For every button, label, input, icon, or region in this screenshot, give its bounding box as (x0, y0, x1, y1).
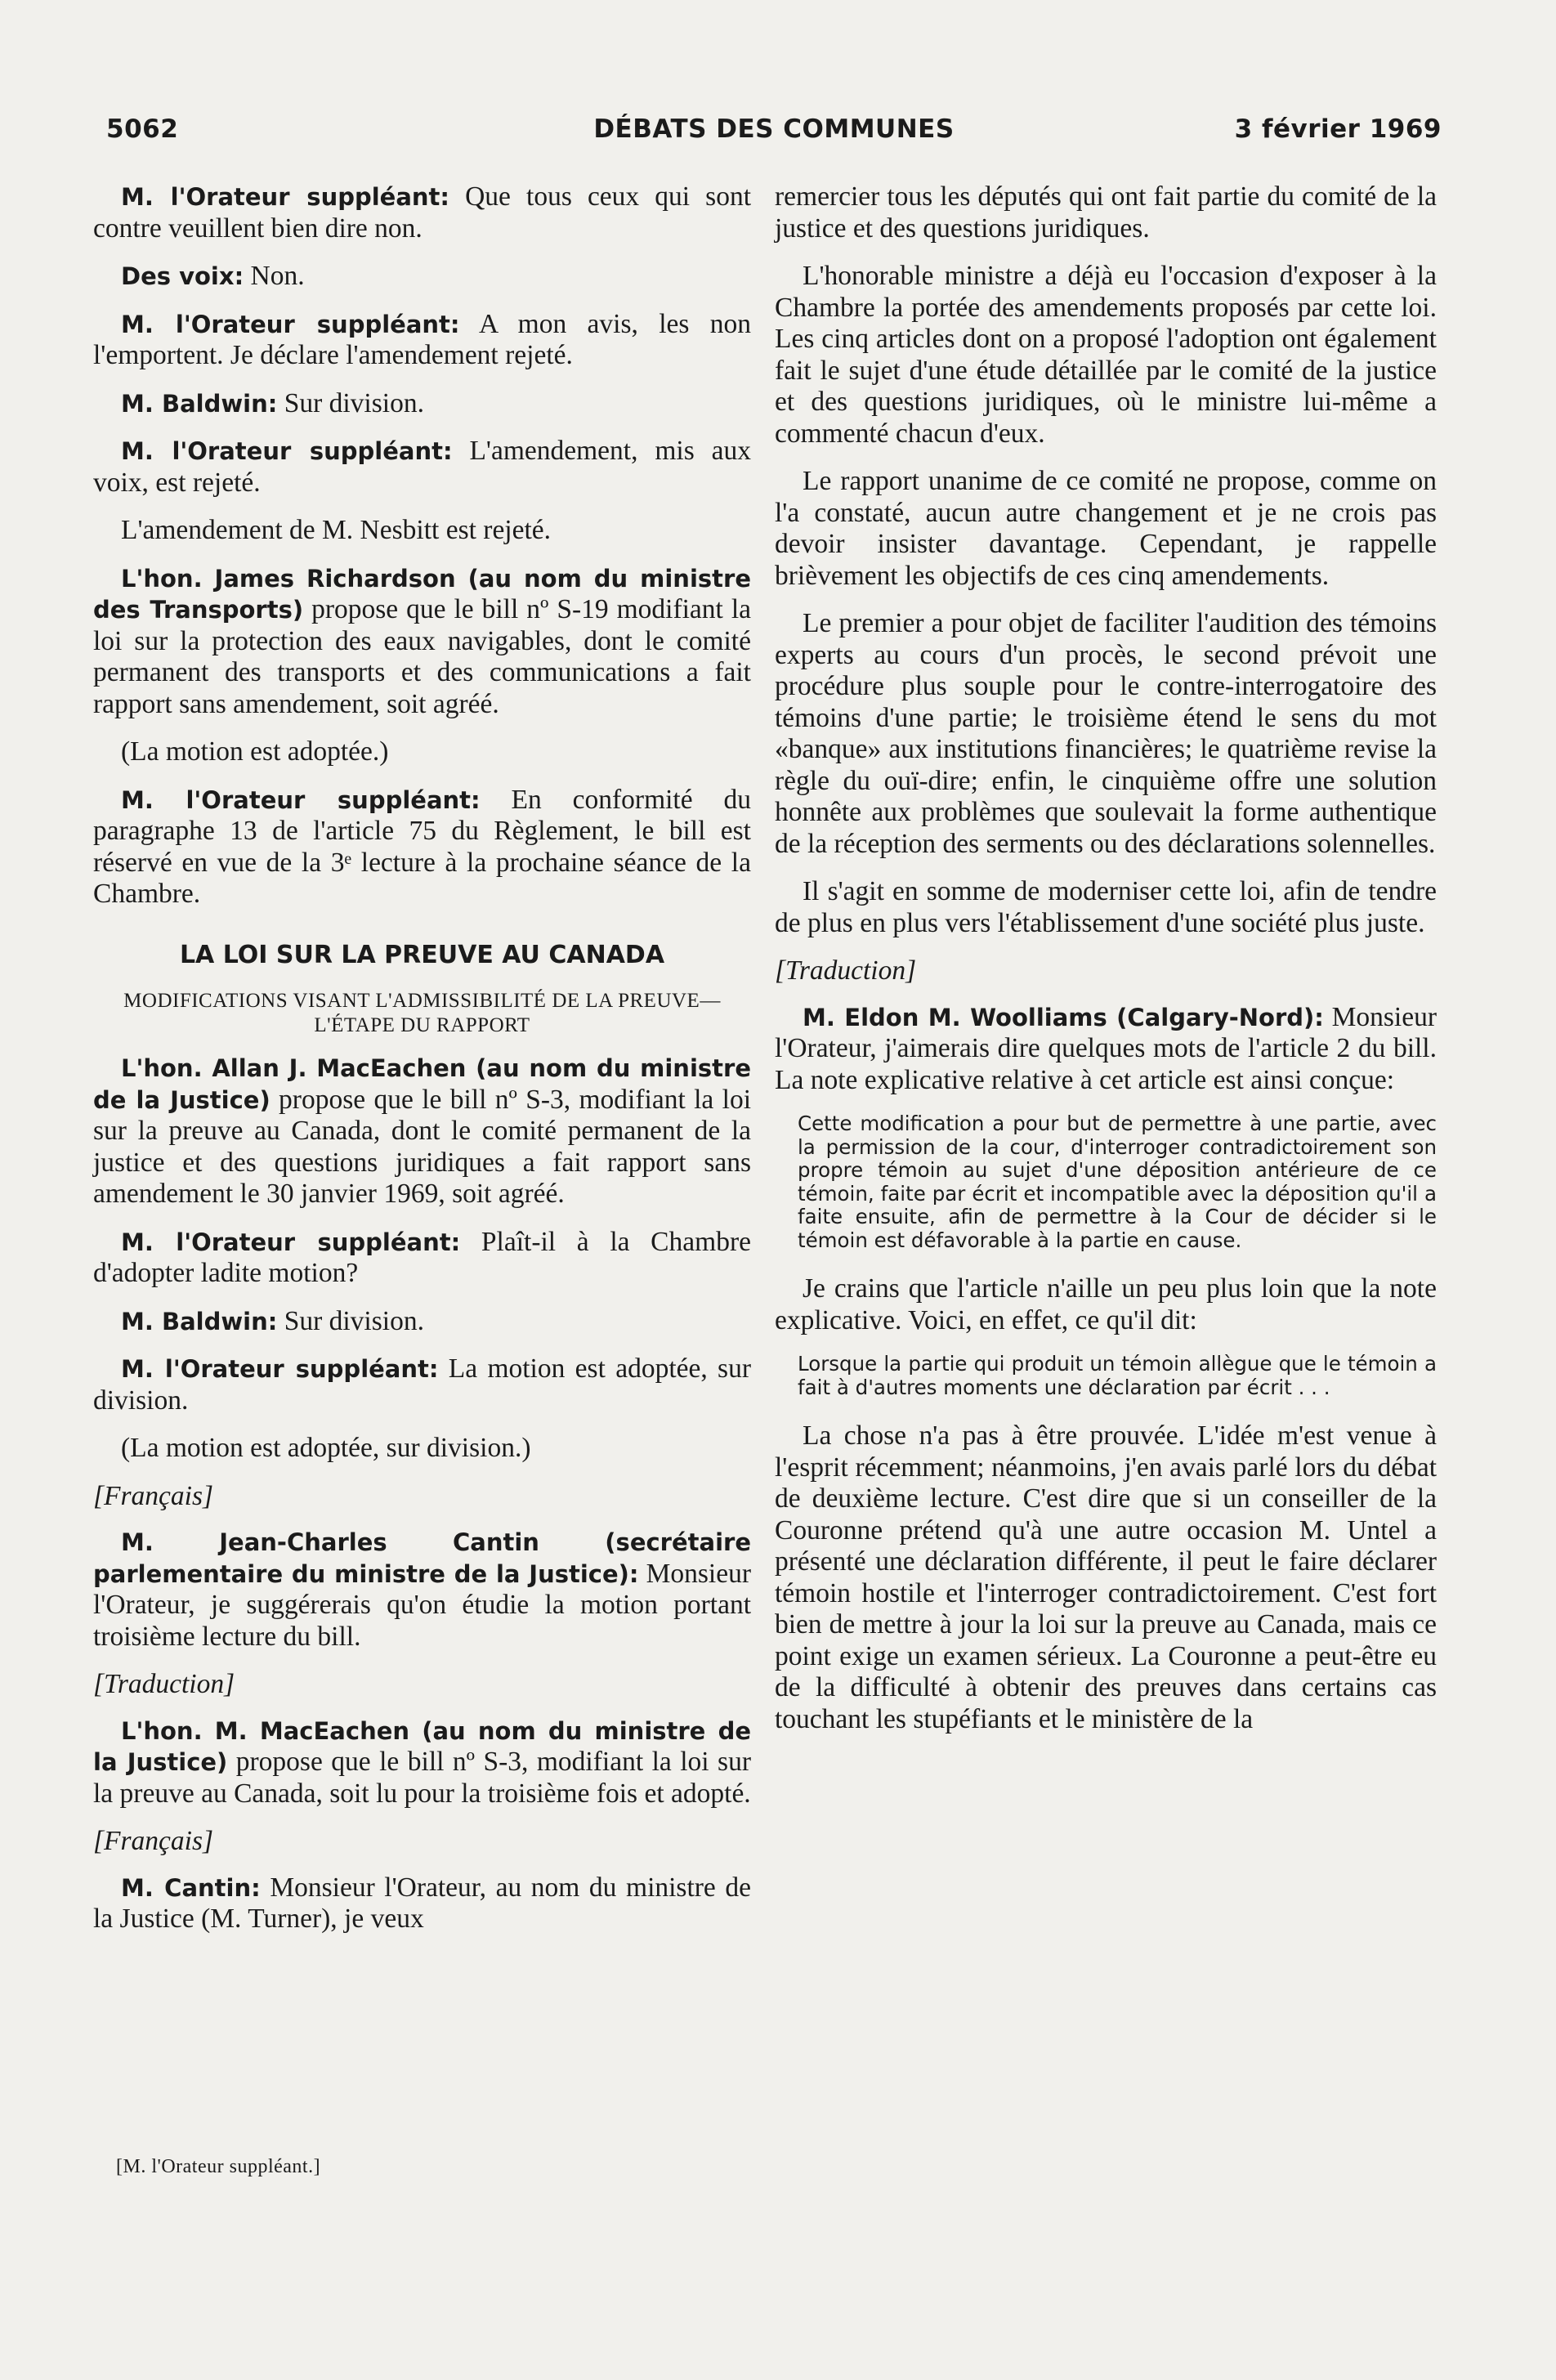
speaker-name: M. l'Orateur suppléant: (121, 183, 450, 211)
section-title: LA LOI SUR LA PREUVE AU CANADA (179, 940, 665, 969)
paragraph: La chose n'a pas à être prouvée. L'idée m'est venue à l'esprit récemment; néanmoins, j'en avais parlé lors du débat de deuxième lecture. C'est dire que si un conseiller de la Couronne prétend qu'à une autre occasion M. Untel a présenté une déclaration différente, il peut le faire déclarer témoin hostile et l'interroger contradictoirement. C'est fort bien de mettre à jour la loi sur la preuve au Canada, mais ce point exige un examen sérieux. La Couronne a peut-être eu de la difficulté à obtenir des preuves dans certains cas touchant les stupéfiants et le ministère de la (775, 1420, 1437, 1734)
paragraph: Le premier a pour objet de faciliter l'audition des témoins experts au cours d'un procès, le second prévoit une procédure plus souple pour le contre-interrogatoire des témoins d'une partie; le troisième étend le sens du mot «banque» aux institutions financières; le quatrième revise la règle du ouï-dire; enfin, le cinquième offre une solution honnête aux problèmes que soulevait la forme authentique de la réception des serments ou des déclarations solennelles. (775, 608, 1437, 859)
paragraph: M. Eldon M. Woolliams (Calgary-Nord): Monsieur l'Orateur, j'aimerais dire quelques mots de l'article 2 du bill. La note explicative relative à cet article est ainsi conçue: (775, 1001, 1438, 1095)
section-subtitle: MODIFICATIONS VISANT L'ADMISSIBILITÉ DE LA PREUVE—L'ÉTAPE DU RAPPORT (123, 990, 721, 1036)
speaker-name: M. Baldwin: (121, 389, 278, 418)
paragraph: Je crains que l'article n'aille un peu plus loin que la note explicative. Voici, en effet, ce qu'il dit: (775, 1273, 1437, 1335)
speaker-name: M. l'Orateur suppléant: (121, 310, 460, 338)
paragraph: remercier tous les députés qui ont fait partie du comité de la justice et des questions juridiques. (775, 181, 1437, 244)
language-marker: [Français] (93, 1826, 214, 1856)
speaker-name: M. l'Orateur suppléant: (121, 1355, 439, 1383)
paragraph: L'hon. Allan J. MacEachen (au nom du ministre de la Justice) propose que le bill nº S-3, modifiant la loi sur la preuve au Canada, dont le comité permanent de la justice et des questions juridiques a fait rapport sans amendement le 30 janvier 1969, soit agréé. (93, 1054, 751, 1209)
paragraph: M. l'Orateur suppléant: A mon avis, les non l'emportent. Je déclare l'amendement rejeté. (93, 308, 751, 370)
paragraph: M. Baldwin: Sur division. (121, 1305, 424, 1336)
paragraph: Le rapport unanime de ce comité ne propose, comme on l'a constaté, aucun autre changement et je ne crois pas devoir insister davantage. Cependant, je rappelle brièvement les objectifs de ces cinq amendements. (775, 466, 1437, 591)
paragraph: M. l'Orateur suppléant: Plaît-il à la Chambre d'adopter ladite motion? (93, 1226, 751, 1288)
paragraph: M. l'Orateur suppléant: Que tous ceux qui sont contre veuillent bien dire non. (93, 181, 752, 244)
paragraph: Des voix: Non. (121, 261, 305, 291)
publication-title: DÉBATS DES COMMUNES (593, 114, 955, 144)
page-header (106, 114, 1442, 155)
paragraph: M. l'Orateur suppléant: En conformité du paragraphe 13 de l'article 75 du Règlement, le bill est réservé en vue de la 3ᵉ lecture à la prochaine séance de la Chambre. (93, 784, 751, 909)
paragraph: (La motion est adoptée.) (121, 736, 389, 767)
language-marker: [Traduction] (93, 1669, 235, 1699)
block-quote: Lorsque la partie qui produit un témoin allègue que le témoin a fait à d'autres moments une déclaration par écrit . . . (798, 1352, 1437, 1399)
paragraph: M. l'Orateur suppléant: L'amendement, mis aux voix, est rejeté. (93, 436, 751, 498)
speaker-name: M. Eldon M. Woolliams (Calgary-Nord): (803, 1003, 1324, 1031)
language-marker: [Traduction] (775, 955, 917, 986)
paragraph: M. Cantin: Monsieur l'Orateur, au nom du ministre de la Justice (M. Turner), je veux (93, 1872, 752, 1934)
right-column (775, 181, 1437, 1751)
speaker-name: M. Cantin: (121, 1873, 261, 1902)
speaker-name: L'hon. Allan J. MacEachen (au nom du ministre de la Justice) (93, 1054, 751, 1114)
speaker-name: L'hon. James Richardson (au nom du ministre des Transports) (93, 564, 751, 624)
page-number: 5062 (106, 114, 179, 144)
speaker-name: Des voix: (121, 262, 244, 290)
speaker-name: M. Baldwin: (121, 1307, 278, 1335)
speaker-name: M. l'Orateur suppléant: (121, 1228, 461, 1256)
speaker-name: M. l'Orateur suppléant: (121, 437, 453, 465)
paragraph: M. Jean-Charles Cantin (secrétaire parlementaire du ministre de la Justice): Monsieur l'Orateur, je suggérerais qu'on étudie la motion portant troisième lecture du bill. (93, 1528, 752, 1652)
page-footer: [M. l'Orateur suppléant.] (116, 2156, 321, 2177)
paragraph: Il s'agit en somme de moderniser cette loi, afin de tendre de plus en plus vers l'établissement d'une société plus juste. (775, 876, 1437, 938)
paragraph: M. l'Orateur suppléant: La motion est adoptée, sur division. (93, 1353, 751, 1416)
paragraph: (La motion est adoptée, sur division.) (121, 1433, 531, 1463)
language-marker: [Français] (93, 1480, 214, 1511)
paragraph: L'honorable ministre a déjà eu l'occasion d'exposer à la Chambre la portée des amendements proposés par cette loi. Les cinq articles dont on a proposé l'adoption ont également fait le sujet d'une étude détaillée par le comité de la justice et des questions juridiques, où le ministre lui-même a commenté chacun d'eux. (775, 261, 1437, 449)
paragraph: L'hon. M. MacEachen (au nom du ministre de la Justice) propose que le bill nº S-3, modifiant la loi sur la preuve au Canada, soit lu pour la troisième fois et adopté. (93, 1716, 751, 1809)
speaker-name: L'hon. M. MacEachen (au nom du ministre de la Justice) (93, 1716, 751, 1776)
left-column (93, 181, 751, 1952)
page-date: 3 février 1969 (1234, 114, 1442, 144)
paragraph: L'amendement de M. Nesbitt est rejeté. (121, 515, 552, 545)
paragraph: M. Baldwin: Sur division. (121, 387, 424, 418)
paragraph: L'hon. James Richardson (au nom du ministre des Transports) propose que le bill nº S-19 modifiant la loi sur la protection des eaux navigables, dont le comité permanent des transports et des communications a fait rapport sans amendement, soit agréé. (93, 564, 751, 719)
speaker-name: M. Jean-Charles Cantin (secrétaire parlementaire du ministre de la Justice): (93, 1528, 751, 1588)
speaker-name: M. l'Orateur suppléant: (121, 785, 481, 814)
block-quote: Cette modification a pour but de permettre à une partie, avec la permission de la cour, d'interroger contradictoirement son propre témoin au sujet d'une déposition antérieure de ce témoin, faite par écrit et incompatible avec la déposition qu'il a faite ensuite, afin de permettre à la Cour de décider si le témoin est défavorable à la partie en cause. (798, 1112, 1437, 1252)
